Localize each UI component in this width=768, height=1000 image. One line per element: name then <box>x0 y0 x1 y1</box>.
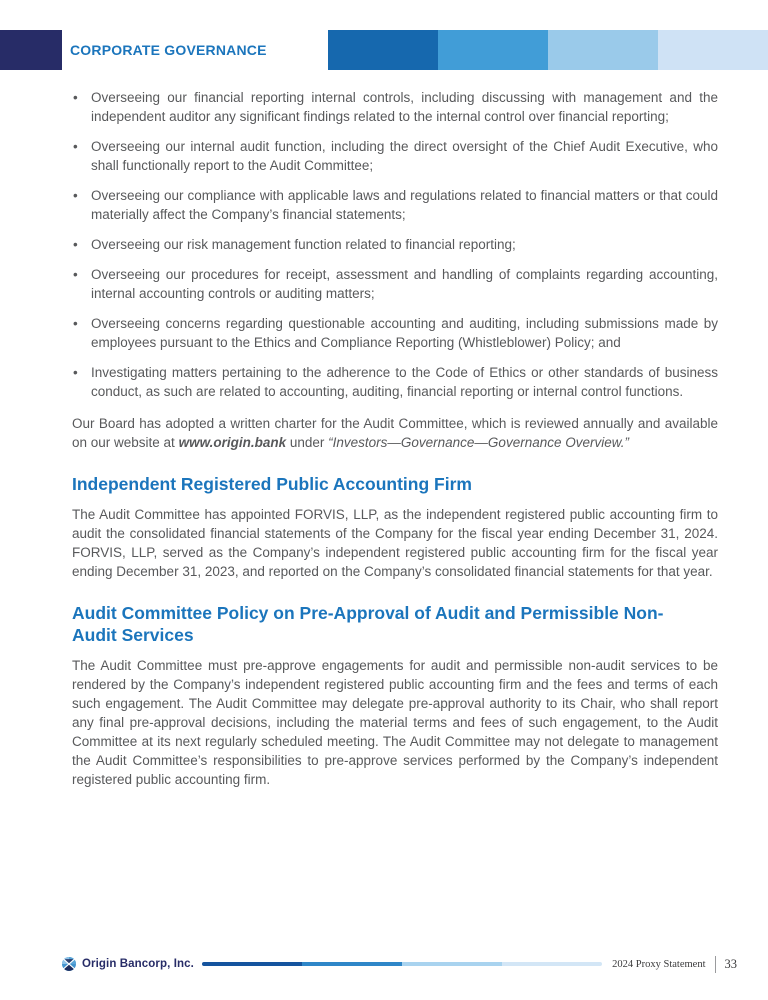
page-header-band <box>0 30 768 70</box>
footer-bar-3 <box>402 962 502 966</box>
footer-bar-4 <box>502 962 602 966</box>
bullet-icon: • <box>73 267 78 282</box>
origin-bancorp-logo-icon <box>62 957 76 971</box>
bullet-icon: • <box>73 365 78 380</box>
charter-text-mid: under <box>286 435 329 450</box>
list-item <box>72 137 718 175</box>
footer-gradient-line <box>202 962 602 966</box>
charter-paragraph <box>72 414 718 452</box>
footer-company-name: Origin Bancorp, Inc. <box>82 958 194 970</box>
list-item-text: Overseeing our procedures for receipt, assessment and handling of complaints regarding accounting, internal accounting controls or auditing matters; <box>91 267 718 301</box>
footer-doc-label: 2024 Proxy Statement <box>612 958 706 970</box>
document-body <box>72 88 718 789</box>
list-item <box>72 363 718 401</box>
page-number: 33 <box>724 956 737 971</box>
list-item-text: Overseeing our internal audit function, including the direct oversight of the Chief Audit Executive, who shall functionally report to the Audit Committee; <box>91 139 718 173</box>
preapproval-policy-paragraph: The Audit Committee must pre-approve engagements for audit and permissible non-audit services to be rendered by the Company’s independent registered public accounting firm and the fees and terms of each such engagement. The Audit Committee may delegate pre-approval authority to its Chair, who shall report any final pre-approval decisions, including the material terms and fees of such engagement, to the Audit Committee at its next regularly scheduled meeting. The Audit Committee may not delegate to management the Audit Committee’s responsibilities to pre-approve services performed by the Company’s independent registered public accounting firm. <box>72 658 718 787</box>
footer-divider <box>715 956 716 973</box>
list-item-text: Overseeing our compliance with applicable laws and regulations related to financial matters or that could materially affect the Company’s financial statements; <box>91 188 718 222</box>
website-text: www.origin.bank <box>178 435 287 450</box>
list-item-text: Investigating matters pertaining to the adherence to the Code of Ethics or other standards of business conduct, as such are related to accounting, auditing, financial reporting or internal control functions. <box>91 365 718 399</box>
footer-bar-1 <box>202 962 302 966</box>
bullet-icon: • <box>73 139 78 154</box>
list-item <box>72 186 718 224</box>
list-item <box>72 235 718 254</box>
bullet-icon: • <box>73 237 78 252</box>
section-heading-preapproval-policy: Audit Committee Policy on Pre-Approval of Audit and Permissible Non-Audit Services <box>72 603 664 645</box>
list-item-text: Overseeing our financial reporting internal controls, including discussing with management and the independent auditor any significant findings related to the internal control over financial reporting; <box>91 90 718 124</box>
header-bar-2 <box>438 30 548 70</box>
header-gradient-bars <box>328 30 768 70</box>
header-bar-1 <box>328 30 438 70</box>
page-footer <box>62 953 737 975</box>
page-title: CORPORATE GOVERNANCE <box>70 42 267 58</box>
list-item <box>72 314 718 352</box>
header-bar-3 <box>548 30 658 70</box>
accounting-firm-paragraph: The Audit Committee has appointed FORVIS, LLP, as the independent registered public accounting firm to audit the consolidated financial statements of the Company for the fiscal year ending December 31, 2024. FORVIS, LLP, served as the Company’s independent registered public accounting firm for the fiscal year ending December 31, 2023, and reported on the Company’s consolidated financial statements for that year. <box>72 507 718 579</box>
bullet-icon: • <box>73 188 78 203</box>
list-item-text: Overseeing our risk management function related to financial reporting; <box>91 237 516 252</box>
audit-committee-duties-list <box>72 88 718 401</box>
charter-text-start: Our Board has adopted a written charter for the Audit Committee, which is reviewed annually and available on our website at <box>72 416 718 450</box>
bullet-icon: • <box>73 316 78 331</box>
list-item <box>72 88 718 126</box>
navy-accent-block <box>0 30 62 70</box>
section-heading-accounting-firm: Independent Registered Public Accounting Firm <box>72 474 472 494</box>
list-item-text: Overseeing concerns regarding questionable accounting and auditing, including submissions made by employees pursuant to the Ethics and Compliance Reporting (Whistleblower) Policy; and <box>91 316 718 350</box>
list-item <box>72 265 718 303</box>
charter-quote: “Investors—Governance—Governance Overview.” <box>328 435 629 450</box>
header-bar-4 <box>658 30 768 70</box>
footer-bar-2 <box>302 962 402 966</box>
bullet-icon: • <box>73 90 78 105</box>
